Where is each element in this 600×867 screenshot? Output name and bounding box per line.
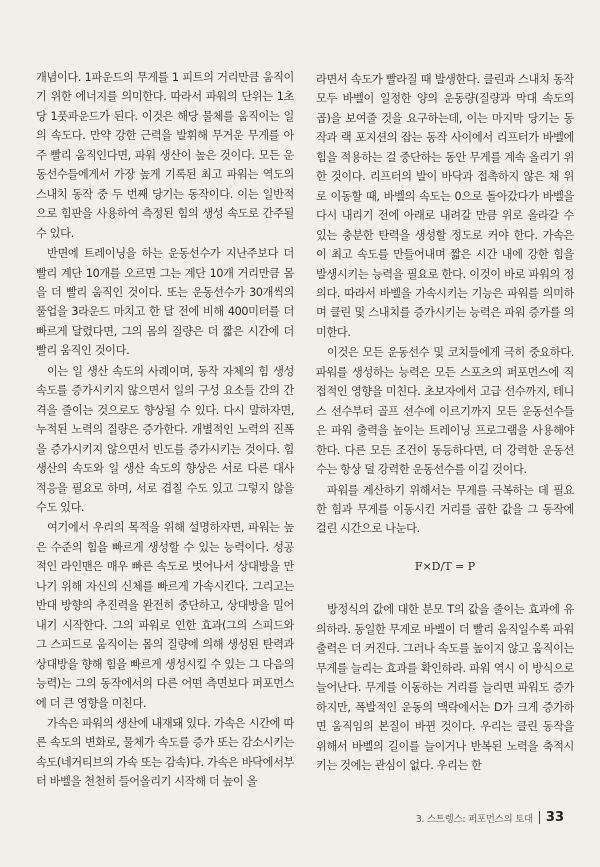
paragraph: 가속은 파워의 생산에 내재돼 있다. 가속은 시간에 따른 속도의 변화로, 물체가 속도를 증가 또는 감소시키는 속도(네거티브의 가속 또는 감속)다. 가속은 바닥에서부터 바벨을 천천히 들어올리기 시작해 더 높이 올 [36,716,294,789]
running-footer-chapter: 3. 스트렝스: 퍼포먼스의 토대 [415,813,533,825]
paragraph: 라면서 속도가 빨라질 때 발생한다. 클린과 스내치 동작 모두 바벨이 일정한 양의 운동량(질량과 막대 속도의 곱)을 보여줄 것을 요구하는데, 이는 마지막 당기는 동작과 랙 포지션의 잡는 동작 사이에서 리프터가 바벨에 힘을 적용하는 걸 중단하는 동안 무게를 계속 올리기 위한 것이다. 리프터의 발이 바닥과 접촉하지 않은 채 위로 이동할 때, 바벨의 속도는 0으로 돌아갔다가 바벨을 다시 내리기 전에 아래로 내려갈 만큼 위로 올라갈 수 있는 충분한 탄력을 생성할 정도로 커야 한다. 가속은 이 최고 속도를 만들어내며 짧은 시간 내에 강한 힘을 발생시키는 능력을 필요로 한다. 이것이 바로 파워의 정의다. 따라서 바벨을 가속시키는 기능은 파워를 의미하며 클린 및 스내치를 증가시키는 능력은 파워 증가를 의미한다. [316,73,574,339]
page-number: 33 [545,810,564,825]
paragraph: 반면에 트레이닝을 하는 운동선수가 지난주보다 더 빨리 계단 10개를 오르면 그는 계단 10개 거리만큼 몸을 더 빨리 움직인 것이다. 또는 운동선수가 30개씩의 풀업을 3라운드 마치고 한 달 전에 비해 400미터를 더 빠르게 달렸다면, 그의 몸의 질량은 더 짧은 시간에 더 빨리 움직인 것이다. [36,247,294,358]
paragraph: 여기에서 우리의 목적을 위해 설명하자면, 파워는 높은 수준의 힘을 빠르게 생성할 수 있는 능력이다. 성공적인 라인맨은 매우 빠른 속도로 벗어나서 상대방을 만나기 위해 자신의 신체를 빠르게 가속시킨다. 그리고는 반대 방향의 추진력을 완전히 중단하고, 상대방을 밀어내기 시작한다. 그의 파워로 인한 효과(그의 스피드와 그 스피드로 움직이는 몸의 질량에 의해 생성된 탄력과 상대방을 향해 힘을 빠르게 생성시킬 수 있는 그 다음의 능력)는 그의 동작에서의 다른 어떤 측면보다 퍼포먼스에 더 큰 영향을 미친다. [36,521,294,710]
power-formula: F×D/T = P [414,559,476,573]
paragraph: 방정식의 값에 대한 분모 T의 값을 줄이는 효과에 유의하라. 동일한 무게로 바벨이 더 빨리 움직일수록 파워 출력은 더 커진다. 그러나 속도를 높이지 않고 움직이는 무게를 늘리는 효과를 확인하라. 파워 역시 이 방식으로 늘어난다. 무게를 이동하는 거리를 늘리면 파워도 증가하지만, 폭발적인 운동의 맥락에서는 D가 크게 증가하면 움직임의 본질이 바뀐 것이다. 우리는 클린 동작을 위해서 바벨의 길이를 늘이거나 반복된 노력을 축적시키는 것에는 관심이 없다. 우리는 한 [316,603,574,772]
page-footer [416,810,564,825]
right-column [316,70,574,776]
paragraph: 이것은 모든 운동선수 및 코치들에게 극히 중요하다. 파워를 생성하는 능력은 모든 스포츠의 퍼포먼스에 직접적인 영향을 미친다. 초보자에서 고급 선수까지, 테니스 선수부터 골프 선수에 이르기까지 모든 운동선수들은 파워 출력을 높이는 트레이닝 프로그램을 사용해야 한다. 다른 모든 조건이 동등하다면, 더 강력한 운동선수는 항상 덜 강력한 운동선수를 이길 것이다. [316,346,574,477]
paragraph: 파워를 계산하기 위해서는 무게를 극복하는 데 필요한 힘과 무게를 이동시킨 거리를 곱한 값을 그 동작에 걸린 시간으로 나눈다. [316,483,574,536]
paragraph: 이는 일 생산 속도의 사례이며, 동작 자체의 힘 생성 속도를 증가시키지 않으면서 일의 구성 요소들 간의 간격을 줄이는 것으로도 향상될 수 있다. 다시 말하자면, 누적된 노력의 질량은 증가한다. 개별적인 노력의 진폭을 증가시키지 않으면서 빈도를 증가시키는 것이다. 힘 생산의 속도와 일 생산 속도의 향상은 서로 다른 대사 적응을 필요로 하며, 서로 겹칠 수도 있고 그렇지 않을 수도 있다. [36,364,294,514]
left-column [36,68,294,793]
paragraph: 개념이다. 1파운드의 무게를 1 피트의 거리만큼 움직이기 위한 에너지를 의미한다. 따라서 파워의 단위는 1초당 1풋파운드가 된다. 이것은 해당 물체를 움직이는 일의 속도다. 만약 강한 근력을 발휘해 무거운 무게를 아주 빨리 움직인다면, 파워 생산이 높은 것이다. 모든 운동선수들에게서 가장 높게 기록된 최고 파워는 역도의 스내치 동작 중 두 번째 당기는 동작이다. 이는 일반적으로 힘판을 사용하여 측정된 힘의 생성 속도로 간주될 수 있다. [36,71,294,240]
footer-divider [539,811,540,824]
